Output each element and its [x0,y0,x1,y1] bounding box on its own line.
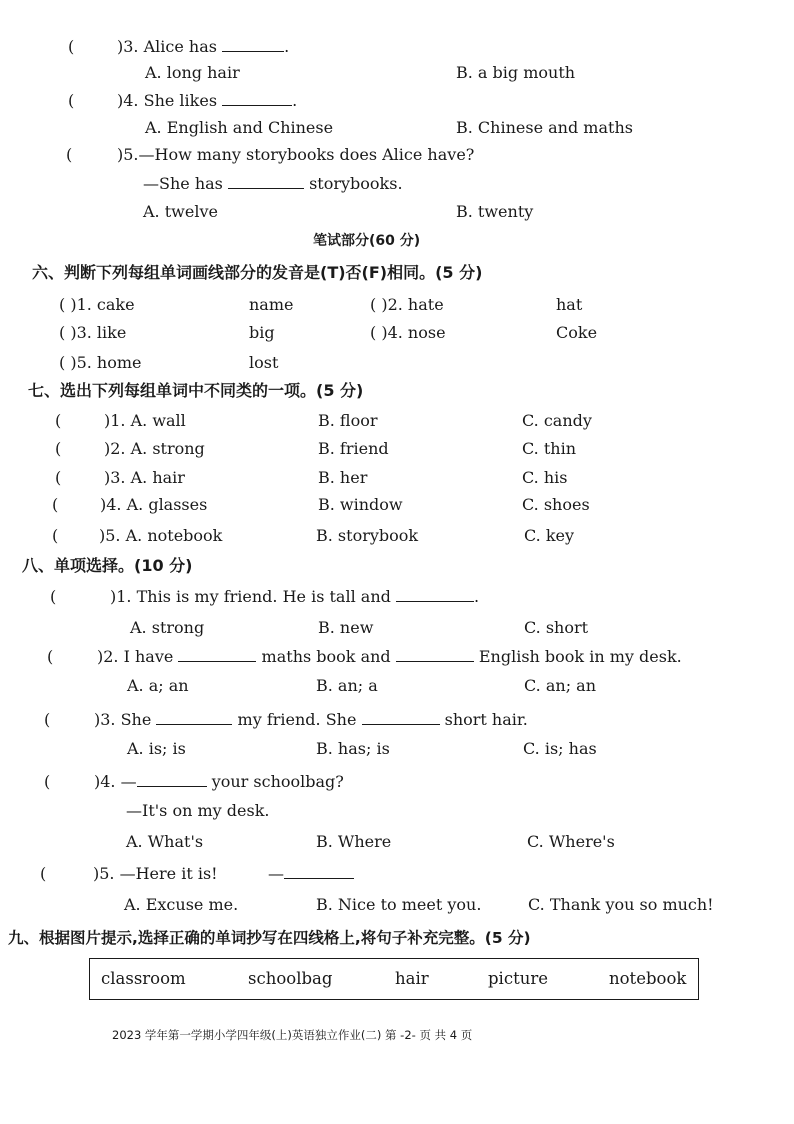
option-a: A. Excuse me. [124,895,239,914]
item-3[interactable]: ( )3. like [59,323,127,342]
answer-bracket[interactable]: ( [52,495,59,514]
question-stem: )3. Alice has . [117,37,290,56]
option-a: A. What's [126,832,204,851]
option-a: )2. A. strong [104,439,205,458]
compare-word: big [249,323,275,342]
question-stem: )5. —Here it is! [93,864,218,883]
question-stem: )5.—How many storybooks does Alice have? [117,145,475,164]
option-b: B. floor [318,411,378,430]
compare-word: Coke [556,323,598,342]
word-bank-item: schoolbag [248,969,333,988]
section-7-title: 七、选出下列每组单词中不同类的一项。(5 分) [28,381,364,400]
question-stem: )1. This is my friend. He is tall and . [110,587,480,606]
option-c: C. key [524,526,575,545]
answer-blank[interactable] [396,647,474,662]
item-5[interactable]: ( )5. home [59,353,142,372]
option-b: B. a big mouth [456,63,576,82]
item-2[interactable]: ( )2. hate [370,295,444,314]
answer-blank[interactable] [178,647,256,662]
answer-bracket[interactable]: ( [47,647,54,666]
answer-blank[interactable] [228,174,304,189]
answer-blank[interactable] [222,37,284,52]
option-a: )1. A. wall [104,411,186,430]
option-b: B. twenty [456,202,534,221]
option-c: C. is; has [523,739,597,758]
option-a: A. twelve [143,202,218,221]
option-a: A. English and Chinese [145,118,334,137]
compare-word: lost [249,353,279,372]
option-c: C. shoes [522,495,590,514]
option-b: B. Nice to meet you. [316,895,482,914]
answer-bracket[interactable]: ( [52,526,59,545]
option-c: C. Where's [527,832,615,851]
answer-bracket[interactable]: ( [68,37,75,56]
page-footer: 2023 学年第一学期小学四年级(上)英语独立作业(二) 第 -2- 页 共 4 页 [112,1028,473,1042]
option-a: )4. A. glasses [100,495,208,514]
question-stem: )3. She my friend. She short hair. [94,710,528,729]
answer-blank[interactable] [222,91,292,106]
answer-blank[interactable] [284,864,354,879]
answer-bracket[interactable]: ( [68,91,75,110]
section-9-title: 九、根据图片提示,选择正确的单词抄写在四线格上,将句子补充完整。(5 分) [8,929,531,947]
option-b: B. friend [318,439,389,458]
option-c: C. Thank you so much! [528,895,714,914]
option-a: A. strong [130,618,205,637]
option-c: C. candy [522,411,592,430]
option-a: A. is; is [127,739,186,758]
option-a: )5. A. notebook [99,526,223,545]
section-8-title: 八、单项选择。(10 分) [22,556,193,575]
item-1[interactable]: ( )1. cake [59,295,135,314]
option-a: A. a; an [127,676,189,695]
word-bank-item: picture [488,969,548,988]
option-b: B. Where [316,832,392,851]
question-line2: —She has storybooks. [143,174,403,193]
option-c: C. short [524,618,589,637]
answer-bracket[interactable]: ( [44,772,51,791]
answer-bracket[interactable]: ( [40,864,47,883]
answer-blank[interactable] [156,710,232,725]
word-bank-item: notebook [609,969,687,988]
item-4[interactable]: ( )4. nose [370,323,446,342]
section-6-title: 六、判断下列每组单词画线部分的发音是(T)否(F)相同。(5 分) [32,263,483,282]
question-stem: )4. She likes . [117,91,298,110]
answer-bracket[interactable]: ( [55,468,62,487]
answer-bracket[interactable]: ( [50,587,57,606]
option-c: C. his [522,468,568,487]
question-stem: )4. — your schoolbag? [94,772,344,791]
option-b: B. her [318,468,368,487]
answer-bracket[interactable]: ( [66,145,73,164]
option-b: B. an; a [316,676,378,695]
word-bank-item: classroom [101,969,186,988]
option-b: B. window [318,495,403,514]
option-a: )3. A. hair [104,468,185,487]
answer-bracket[interactable]: ( [55,411,62,430]
answer-line: — [268,864,354,884]
option-c: C. thin [522,439,576,458]
compare-word: name [249,295,294,314]
option-b: B. has; is [316,739,390,758]
option-a: A. long hair [145,63,240,82]
option-b: B. new [318,618,374,637]
question-stem: )2. I have maths book and English book in my desk. [97,647,682,666]
answer-blank[interactable] [137,772,207,787]
question-line2: —It's on my desk. [126,801,270,820]
written-part-title: 笔试部分(60 分) [313,233,421,249]
option-b: B. storybook [316,526,419,545]
answer-blank[interactable] [396,587,474,602]
option-c: C. an; an [524,676,597,695]
word-bank-box [89,958,699,1000]
option-b: B. Chinese and maths [456,118,633,137]
answer-bracket[interactable]: ( [44,710,51,729]
answer-blank[interactable] [362,710,440,725]
compare-word: hat [556,295,583,314]
word-bank-item: hair [395,969,429,988]
answer-bracket[interactable]: ( [55,439,62,458]
